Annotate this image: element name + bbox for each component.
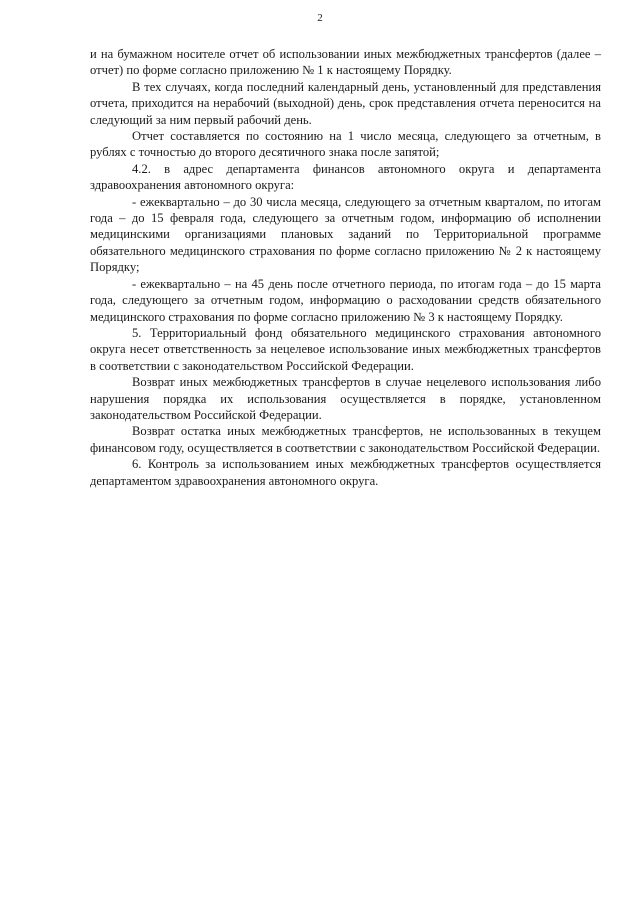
paragraph-quarterly-plan-execution: - ежеквартально – до 30 числа месяца, следующего за отчетным кварталом, по итогам года – до 15 февраля года, следующего за отчетным годом, информацию об исполнении медицинскими организациями плановых заданий по Территориальной программе обязательного медицинского страхования по форме согласно приложению № 2 к настоящему Порядку;	[90, 194, 601, 275]
document-body	[90, 46, 601, 489]
paragraph-deadline-transfer: В тех случаях, когда последний календарный день, установленный для представления отчета, приходится на нерабочий (выходной) день, срок представления отчета переносится на следующий за ним первый рабочий день.	[90, 79, 601, 127]
paragraph-quarterly-expenditure: - ежеквартально – на 45 день после отчетного периода, по итогам года – до 15 марта года, следующего за отчетным годом, информацию о расходовании средств обязательного медицинского страхования по форме согласно приложению № 3 к настоящему Порядку.	[90, 276, 601, 324]
paragraph-balance-return: Возврат остатка иных межбюджетных трансфертов, не использованных в текущем финансовом году, осуществляется в соответствии с законодательством Российской Федерации.	[90, 424, 601, 455]
paragraph-clause-5: 5. Территориальный фонд обязательного медицинского страхования автономного округа несет ответственность за нецелевое использование иных межбюджетных трансфертов в соответствии с законодательством Российской Федерации.	[90, 325, 601, 373]
paragraph-misuse-return: Возврат иных межбюджетных трансфертов в случае нецелевого использования либо нарушения порядка их использования осуществляется в порядке, установленном законодательством Российской Федерации.	[90, 375, 601, 422]
paragraph-report-basis: Отчет составляется по состоянию на 1 число месяца, следующего за отчетным, в рублях с точностью до второго десятичного знака после запятой;	[90, 129, 601, 160]
paragraph-clause-6: 6. Контроль за использованием иных межбюджетных трансфертов осуществляется департаментом здравоохранения автономного округа.	[90, 457, 601, 488]
paragraph-report-continuation: и на бумажном носителе отчет об использовании иных межбюджетных трансфертов (далее – отчет) по форме согласно приложению № 1 к настоящему Порядку.	[90, 47, 601, 78]
paragraph-clause-4-2: 4.2. в адрес департамента финансов автономного округа и департамента здравоохранения автономного округа:	[90, 161, 601, 193]
page-number: 2	[317, 12, 323, 24]
